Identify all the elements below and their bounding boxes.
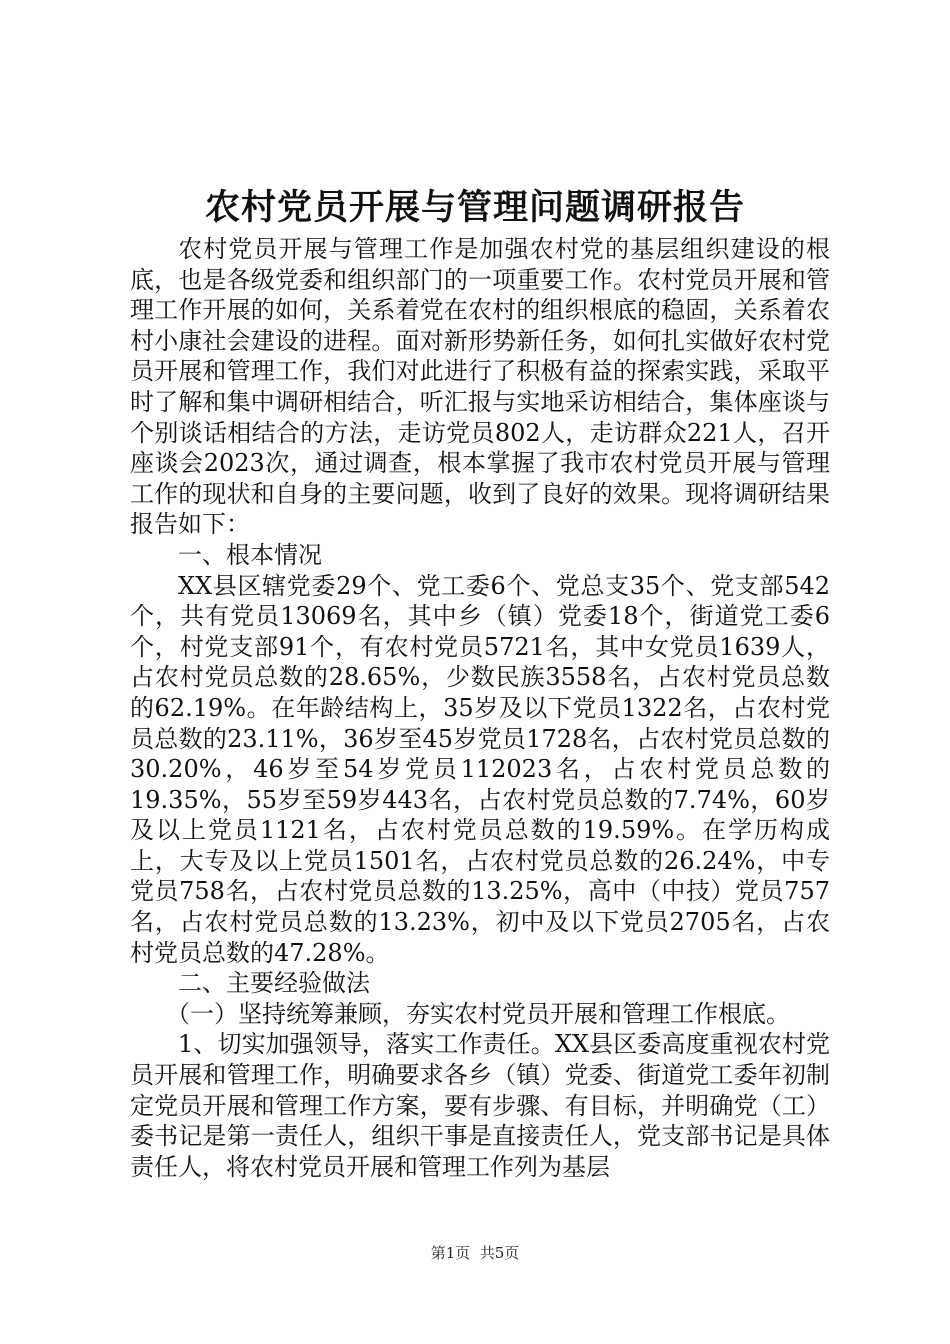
subsection-heading-1: （一）坚持统筹兼顾，夯实农村党员开展和管理工作根底。 [166, 999, 790, 1028]
page-footer [0, 1243, 950, 1263]
section-heading-basic-situation: 一、根本情况 [178, 540, 322, 569]
document-body [130, 234, 830, 1182]
basic-situation-paragraph: XX县区辖党委29个、党工委6个、党总支35个、党支部542个，共有党员13069名，其中乡（镇）党委18个，街道党工委6个，村党支部91个，有农村党员5721名，其中女党员1639人，占农村党员总数的28.65%，少数民族3558名，占农村党员总数的62.19%。在年龄结构上，35岁及以下党员1322名，占农村党员总数的23.11%，36岁至45岁党员1728名，占农村党员总数的30.20%，46岁至54岁党员112023名，占农村党员总数的19.35%，55岁至59岁443名，占农村党员总数的7.74%，60岁及以上党员1121名，占农村党员总数的19.59%。在学历构成上，大专及以上党员1501名，占农村党员总数的26.24%，中专党员758名，占农村党员总数的13.25%，高中（中技）党员757名，占农村党员总数的13.23%，初中及以下党员2705名，占农村党员总数的47.28%。 [130, 571, 830, 967]
section-heading-main-experience: 二、主要经验做法 [178, 969, 370, 998]
page-title: 农村党员开展与管理问题调研报告 [204, 187, 745, 228]
intro-paragraph: 农村党员开展与管理工作是加强农村党的基层组织建设的根底，也是各级党委和组织部门的一项重要工作。农村党员开展和管理工作开展的如何，关系着党在农村的组织根底的稳固，关系着农村小康社会建设的进程。面对新形势新任务，如何扎实做好农村党员开展和管理工作，我们对此进行了积极有益的探索实践，采取平时了解和集中调研相结合，听汇报与实地采访相结合，集体座谈与个别谈话相结合的方法，走访党员802人，走访群众221人，召开座谈会2023次，通过调查，根本掌握了我市农村党员开展与管理工作的现状和自身的主要问题，收到了良好的效果。现将调研结果报告如下： [130, 235, 830, 539]
page-number-label: 第1页 共5页 [430, 1244, 520, 1262]
item-paragraph-1: 1、切实加强领导，落实工作责任。XX县区委高度重视农村党员开展和管理工作，明确要求各乡（镇）党委、街道党工委年初制定党员开展和管理工作方案，要有步骤、有目标，并明确党（工）委书记是第一责任人，组织干事是直接责任人，党支部书记是具体责任人，将农村党员开展和管理工作列为基层 [130, 1030, 830, 1181]
